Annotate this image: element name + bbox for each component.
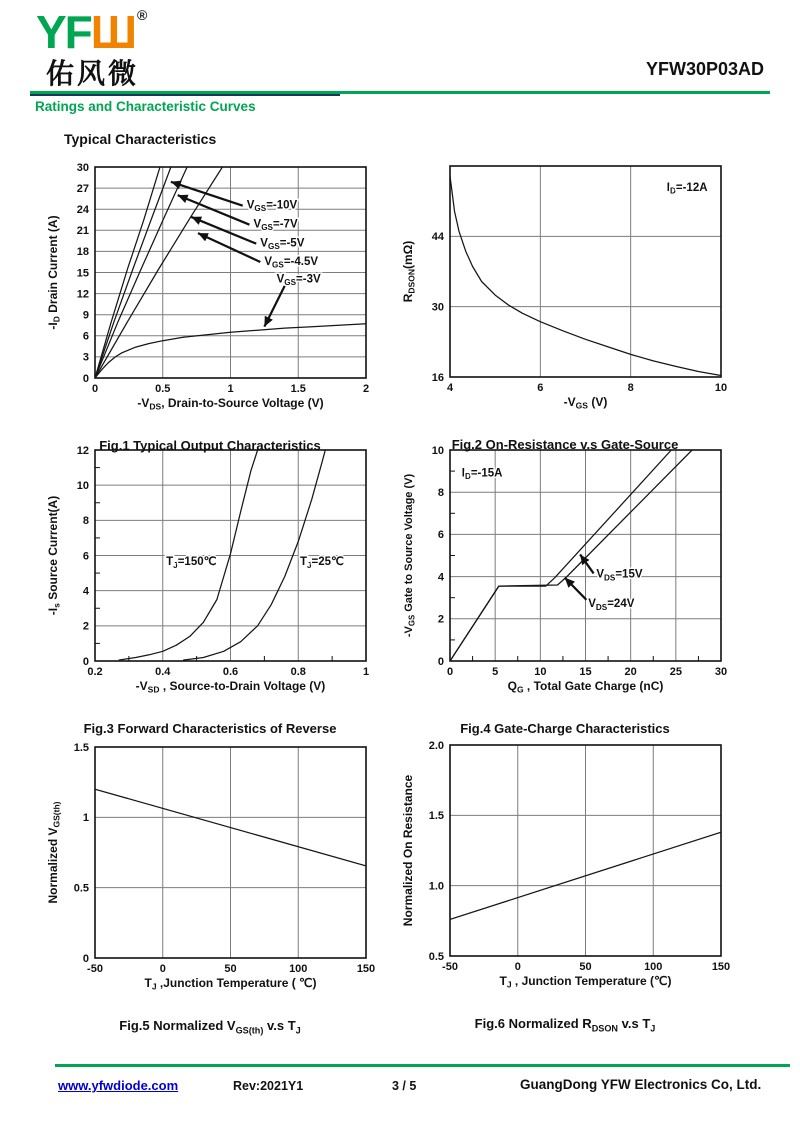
x-tick-label: -50 bbox=[87, 963, 103, 975]
fig3-chart bbox=[45, 442, 375, 707]
x-axis-label: $T_J$ ,Junction Temperature ( ℃) bbox=[144, 976, 317, 992]
x-axis-label: $-V_{DS}$, Drain-to-Source Voltage (V) bbox=[137, 396, 324, 412]
footer-website-link[interactable]: www.yfwdiode.com bbox=[58, 1078, 179, 1093]
y-tick-label: 30 bbox=[76, 161, 89, 174]
y-tick-label: 24 bbox=[76, 204, 89, 216]
footer-revision: Rev:2021Y1 bbox=[233, 1079, 304, 1093]
y-tick-label: 9 bbox=[82, 309, 89, 322]
registered-trademark-icon: ® bbox=[137, 7, 148, 23]
figure-5-normalized-vgsth-vs-tj bbox=[45, 739, 375, 1036]
y-tick-label: 6 bbox=[82, 550, 89, 563]
y-tick-label: 8 bbox=[437, 487, 444, 499]
x-tick-label: 0.5 bbox=[155, 383, 171, 395]
x-tick-label: 0 bbox=[514, 961, 521, 973]
page-title: Typical Characteristics bbox=[64, 131, 217, 147]
y-tick-label: 2.0 bbox=[428, 739, 444, 752]
curve-label: $T_J=25℃$ bbox=[299, 556, 344, 570]
y-tick-label: 6 bbox=[82, 330, 89, 343]
x-tick-label: 6 bbox=[537, 382, 544, 394]
x-axis-label: $Q_G$ , Total Gate Charge (nC) bbox=[507, 679, 664, 695]
fig2-caption: Fig.2 On-Resistance v.s Gate-Source bbox=[451, 437, 679, 452]
curve-label: $V_{DS}=15V$ bbox=[596, 568, 643, 583]
y-tick-label: 44 bbox=[431, 231, 444, 244]
y-tick-label: 12 bbox=[76, 288, 89, 301]
x-axis-label: $-V_{SD}$ , Source-to-Drain Voltage (V) bbox=[135, 679, 326, 695]
section-title: Ratings and Characteristic Curves bbox=[35, 99, 256, 114]
x-tick-label: 4 bbox=[446, 382, 454, 394]
y-axis-label: Normalized $V_{GS(th)}$ bbox=[46, 801, 62, 904]
logo-w-glyph: Ш bbox=[90, 6, 136, 58]
x-tick-label: 0 bbox=[159, 963, 166, 975]
fig4-chart bbox=[400, 442, 730, 707]
x-tick-label: 0 bbox=[91, 383, 99, 395]
footer-company-name: GuangDong YFW Electronics Co, Ltd. bbox=[520, 1077, 762, 1092]
y-tick-label: 27 bbox=[76, 182, 89, 195]
x-tick-label: 1 bbox=[362, 666, 370, 678]
y-tick-label: 3 bbox=[82, 351, 89, 364]
x-tick-label: 50 bbox=[579, 961, 592, 973]
y-tick-label: 10 bbox=[76, 479, 89, 492]
curve-label: $V_{DS}=24V$ bbox=[588, 598, 635, 612]
x-axis-label: $-V_{GS}$ (V) bbox=[563, 395, 608, 411]
y-tick-label: 6 bbox=[437, 529, 444, 542]
x-tick-label: 0 bbox=[446, 666, 454, 678]
logo-chinese-name: 佑风微 bbox=[46, 58, 140, 89]
yfw-logo bbox=[36, 6, 148, 58]
x-tick-label: 150 bbox=[356, 963, 375, 975]
y-tick-label: 0 bbox=[82, 372, 89, 385]
curve-label: $V_{GS}=-4.5V$ bbox=[264, 255, 319, 270]
y-tick-label: 12 bbox=[76, 444, 89, 457]
curve-label: $V_{GS}=-10V$ bbox=[246, 199, 298, 214]
curve-label: $V_{GS}=-3V$ bbox=[276, 273, 321, 287]
x-tick-label: 1.5 bbox=[290, 383, 306, 395]
x-tick-label: 100 bbox=[289, 963, 308, 975]
fig2-chart bbox=[400, 158, 730, 423]
y-tick-label: 15 bbox=[76, 267, 89, 280]
y-tick-label: 4 bbox=[437, 571, 444, 584]
curve-label: $I_D=-12A$ bbox=[666, 182, 708, 196]
footer-rule bbox=[55, 1064, 790, 1067]
y-axis-label: $R_{DSON}(m\Omega)$ bbox=[401, 240, 417, 303]
fig5-chart bbox=[45, 739, 375, 1004]
fig3-caption: Fig.3 Forward Characteristics of Reverse bbox=[83, 721, 337, 736]
x-tick-label: 0.4 bbox=[155, 666, 171, 678]
fig1-chart bbox=[45, 159, 375, 424]
part-number: YFW30P03AD bbox=[645, 59, 764, 79]
y-tick-label: 1.0 bbox=[428, 880, 444, 893]
curve-label: $T_J=150℃$ bbox=[166, 556, 217, 570]
curve-label-arrow bbox=[264, 286, 284, 327]
y-axis-label: $-I_D$ Drain Current (A) bbox=[46, 215, 62, 330]
figure-4-gate-charge-characteristics bbox=[400, 442, 730, 736]
y-tick-label: 0 bbox=[82, 655, 89, 668]
fig6-chart bbox=[400, 737, 730, 1002]
y-tick-label: 1 bbox=[82, 812, 89, 825]
y-tick-label: 2 bbox=[82, 620, 89, 633]
x-tick-label: 10 bbox=[714, 382, 728, 394]
y-tick-label: 0.5 bbox=[428, 950, 444, 963]
y-tick-label: 0 bbox=[82, 952, 89, 965]
fig5-caption: Fig.5 Normalized $V_{GS(th)}$ v.s $T_J$ bbox=[119, 1018, 301, 1036]
y-tick-label: 21 bbox=[76, 225, 89, 238]
fig4-caption: Fig.4 Gate-Charge Characteristics bbox=[460, 721, 670, 736]
x-tick-label: 50 bbox=[224, 963, 237, 975]
y-tick-label: 8 bbox=[82, 515, 89, 528]
y-tick-label: 4 bbox=[82, 585, 89, 598]
y-tick-label: 1.5 bbox=[428, 810, 444, 823]
x-tick-label: 15 bbox=[579, 666, 592, 678]
x-tick-label: 2 bbox=[362, 383, 370, 395]
x-tick-label: 30 bbox=[714, 666, 728, 678]
footer-page-indicator: 3 / 5 bbox=[392, 1079, 417, 1093]
y-axis-label: $-I_s$ Source Current(A) bbox=[46, 495, 62, 616]
plot-border bbox=[450, 166, 721, 377]
x-tick-label: 0.6 bbox=[222, 666, 239, 678]
fig6-caption: Fig.6 Normalized $R_{DSON}$ v.s $T_J$ bbox=[474, 1016, 656, 1034]
figure-2-on-resistance-vs-gate-source bbox=[400, 158, 730, 452]
x-tick-label: 150 bbox=[711, 961, 730, 973]
y-tick-label: 18 bbox=[76, 246, 89, 259]
y-tick-label: 30 bbox=[431, 301, 444, 314]
y-tick-label: 10 bbox=[431, 444, 444, 457]
x-tick-label: 0.2 bbox=[87, 666, 103, 678]
x-tick-label: 0.8 bbox=[290, 666, 306, 678]
x-tick-label: 1 bbox=[227, 383, 234, 395]
curve-label-arrow bbox=[198, 233, 260, 262]
series-VDS24V bbox=[450, 450, 692, 661]
y-tick-label: 16 bbox=[431, 371, 444, 384]
figure-6-normalized-rdson-vs-tj bbox=[400, 737, 730, 1034]
x-tick-label: 5 bbox=[492, 666, 499, 678]
figure-1-typical-output-characteristics bbox=[45, 159, 375, 453]
x-tick-label: 10 bbox=[534, 666, 547, 678]
y-tick-label: 1.5 bbox=[73, 741, 89, 754]
figure-3-forward-characteristics bbox=[45, 442, 375, 736]
fig1-caption: Fig.1 Typical Output Characteristics bbox=[99, 438, 321, 453]
curve-label-arrow bbox=[565, 578, 587, 600]
curve-label: $V_{GS}=-7V$ bbox=[253, 218, 298, 233]
y-tick-label: 0 bbox=[437, 655, 444, 668]
x-tick-label: -50 bbox=[442, 961, 458, 973]
curve-label: $I_D=-15A$ bbox=[461, 467, 503, 481]
y-tick-label: 2 bbox=[437, 613, 444, 626]
x-axis-label: $T_J$ , Junction Temperature (℃) bbox=[499, 974, 672, 990]
y-axis-label: $-V_{GS}$ Gate to Source Voltage (V) bbox=[403, 473, 417, 638]
logo-yf-text: YF bbox=[36, 6, 91, 58]
header-rule-dark bbox=[30, 94, 340, 97]
y-tick-label: 0.5 bbox=[73, 882, 89, 895]
y-axis-label: Normalized On Resistance bbox=[401, 774, 415, 927]
x-tick-label: 25 bbox=[669, 666, 682, 678]
series-RDSON bbox=[450, 176, 721, 376]
x-tick-label: 100 bbox=[644, 961, 663, 973]
curve-label-arrow bbox=[171, 182, 243, 206]
series-VDS15V bbox=[450, 450, 671, 661]
x-tick-label: 20 bbox=[624, 666, 637, 678]
curve-label: $V_{GS}=-5V$ bbox=[260, 237, 305, 252]
x-tick-label: 8 bbox=[627, 382, 634, 394]
